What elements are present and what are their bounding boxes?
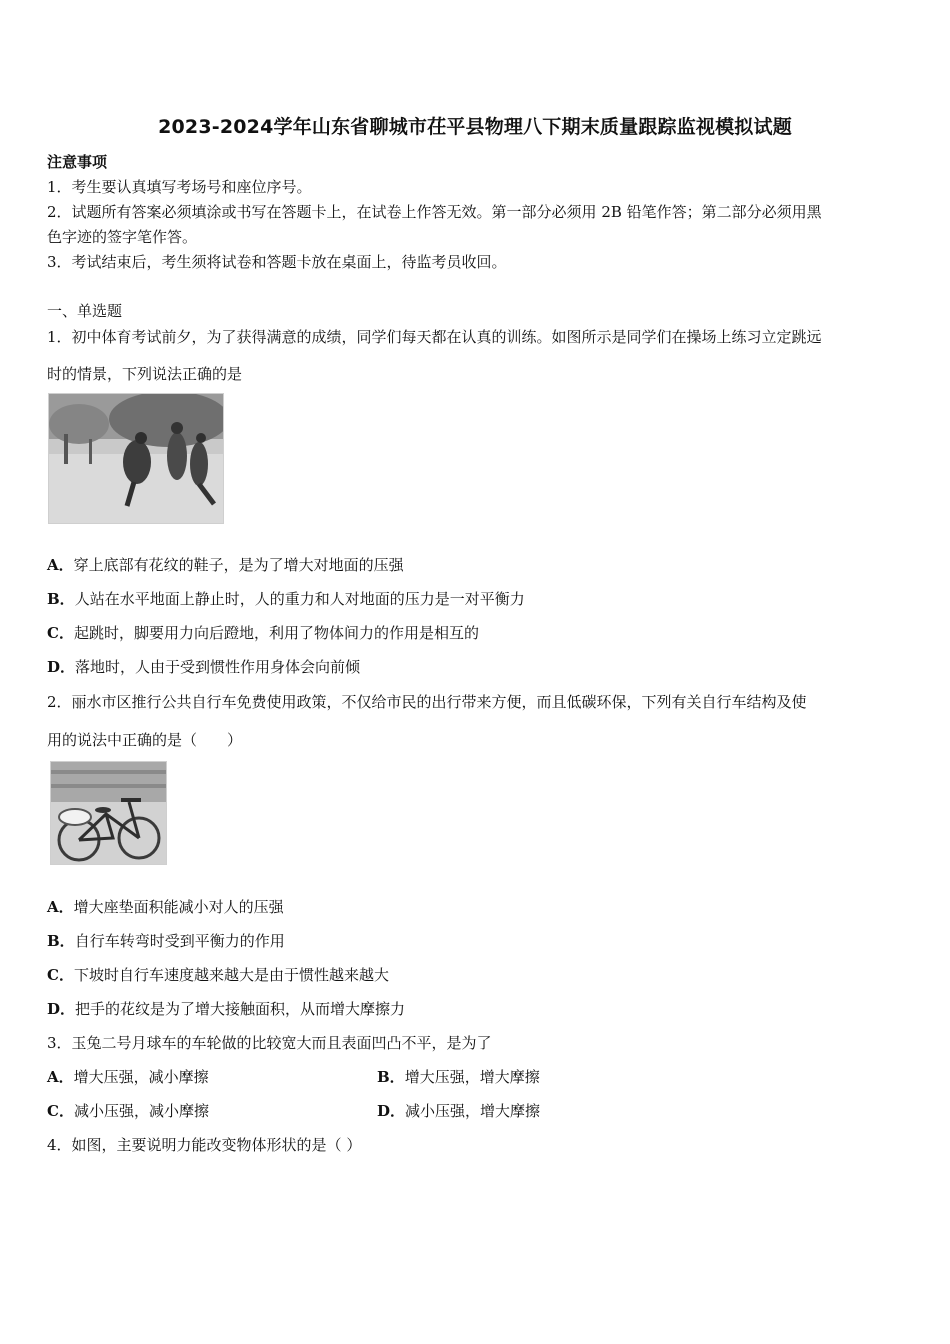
option-label: D． xyxy=(47,1000,76,1018)
option-text: 落地时，人由于受到惯性作用身体会向前倾 xyxy=(75,658,361,676)
option-label: A． xyxy=(47,1068,74,1086)
question-2-option-d[interactable] xyxy=(47,999,405,1019)
question-2-stem: 2．丽水市区推行公共自行车免费使用政策，不仅给市民的出行带来方便，而且低碳环保，下列有关自行车结构及使 xyxy=(47,693,807,711)
notice-item: 2．试题所有答案必须填涂或书写在答题卡上，在试卷上作答无效。第一部分必须用 2B 铅笔作答；第二部分必须用黑 xyxy=(47,203,822,221)
notice-item: 色字迹的签字笔作答。 xyxy=(47,228,198,246)
option-label: A． xyxy=(47,556,74,574)
standing-long-jump-illustration xyxy=(49,394,223,523)
question-1-option-b[interactable] xyxy=(47,589,525,609)
notice-item: 3．考试结束后，考生须将试卷和答题卡放在桌面上，待监考员收回。 xyxy=(47,253,507,271)
question-3-option-a[interactable] xyxy=(47,1067,209,1087)
section-heading: 一、单选题 xyxy=(47,302,123,320)
option-text: 减小压强，减小摩擦 xyxy=(73,1102,209,1120)
option-label: C． xyxy=(47,1102,74,1120)
question-3-option-c[interactable] xyxy=(47,1101,209,1121)
option-text: 人站在水平地面上静止时，人的重力和人对地面的压力是一对平衡力 xyxy=(74,590,525,608)
question-1-option-d[interactable] xyxy=(47,657,360,677)
option-text: 增大压强，减小摩擦 xyxy=(73,1068,209,1086)
option-label: D． xyxy=(47,658,76,676)
bicycle-illustration xyxy=(51,762,166,864)
question-2-option-c[interactable] xyxy=(47,965,389,985)
option-label: B． xyxy=(377,1068,405,1086)
option-label: C． xyxy=(47,624,74,642)
option-label: D． xyxy=(377,1102,406,1120)
option-label: C． xyxy=(47,966,74,984)
page-title: 2023-2024学年山东省聊城市茌平县物理八下期末质量跟踪监视模拟试题 xyxy=(158,116,792,138)
option-label: B． xyxy=(47,932,75,950)
question-1-option-c[interactable] xyxy=(47,623,479,643)
notice-item: 1．考生要认真填写考场号和座位序号。 xyxy=(47,178,312,196)
question-2-option-a[interactable] xyxy=(47,897,284,917)
option-text: 把手的花纹是为了增大接触面积，从而增大摩擦力 xyxy=(75,1000,406,1018)
option-text: 下坡时自行车速度越来越大是由于惯性越来越大 xyxy=(73,966,389,984)
option-text: 起跳时，脚要用力向后蹬地，利用了物体间力的作用是相互的 xyxy=(73,624,479,642)
option-text: 减小压强，增大摩擦 xyxy=(405,1102,541,1120)
option-text: 穿上底部有花纹的鞋子，是为了增大对地面的压强 xyxy=(73,556,404,574)
question-2-stem-cont: 用的说法中正确的是（ ） xyxy=(47,731,243,749)
notice-heading: 注意事项 xyxy=(47,153,108,171)
option-label: A． xyxy=(47,898,74,916)
question-2-option-b[interactable] xyxy=(47,931,285,951)
question-1-stem-cont: 时的情景，下列说法正确的是 xyxy=(47,365,243,383)
question-3-option-b[interactable] xyxy=(377,1067,540,1087)
public-bicycle-photo xyxy=(50,761,167,865)
question-1-option-a[interactable] xyxy=(47,555,404,575)
question-3-stem: 3．玉兔二号月球车的车轮做的比较宽大而且表面凹凸不平，是为了 xyxy=(47,1034,492,1052)
question-3-option-d[interactable] xyxy=(377,1101,540,1121)
standing-long-jump-photo xyxy=(48,393,224,524)
option-text: 增大座垫面积能减小对人的压强 xyxy=(73,898,284,916)
option-text: 自行车转弯时受到平衡力的作用 xyxy=(74,932,285,950)
option-text: 增大压强，增大摩擦 xyxy=(404,1068,540,1086)
question-1-stem: 1．初中体育考试前夕，为了获得满意的成绩，同学们每天都在认真的训练。如图所示是同学们在操场上练习立定跳远 xyxy=(47,328,822,346)
option-label: B． xyxy=(47,590,75,608)
question-4-stem: 4．如图，主要说明力能改变物体形状的是（ ） xyxy=(47,1136,362,1154)
